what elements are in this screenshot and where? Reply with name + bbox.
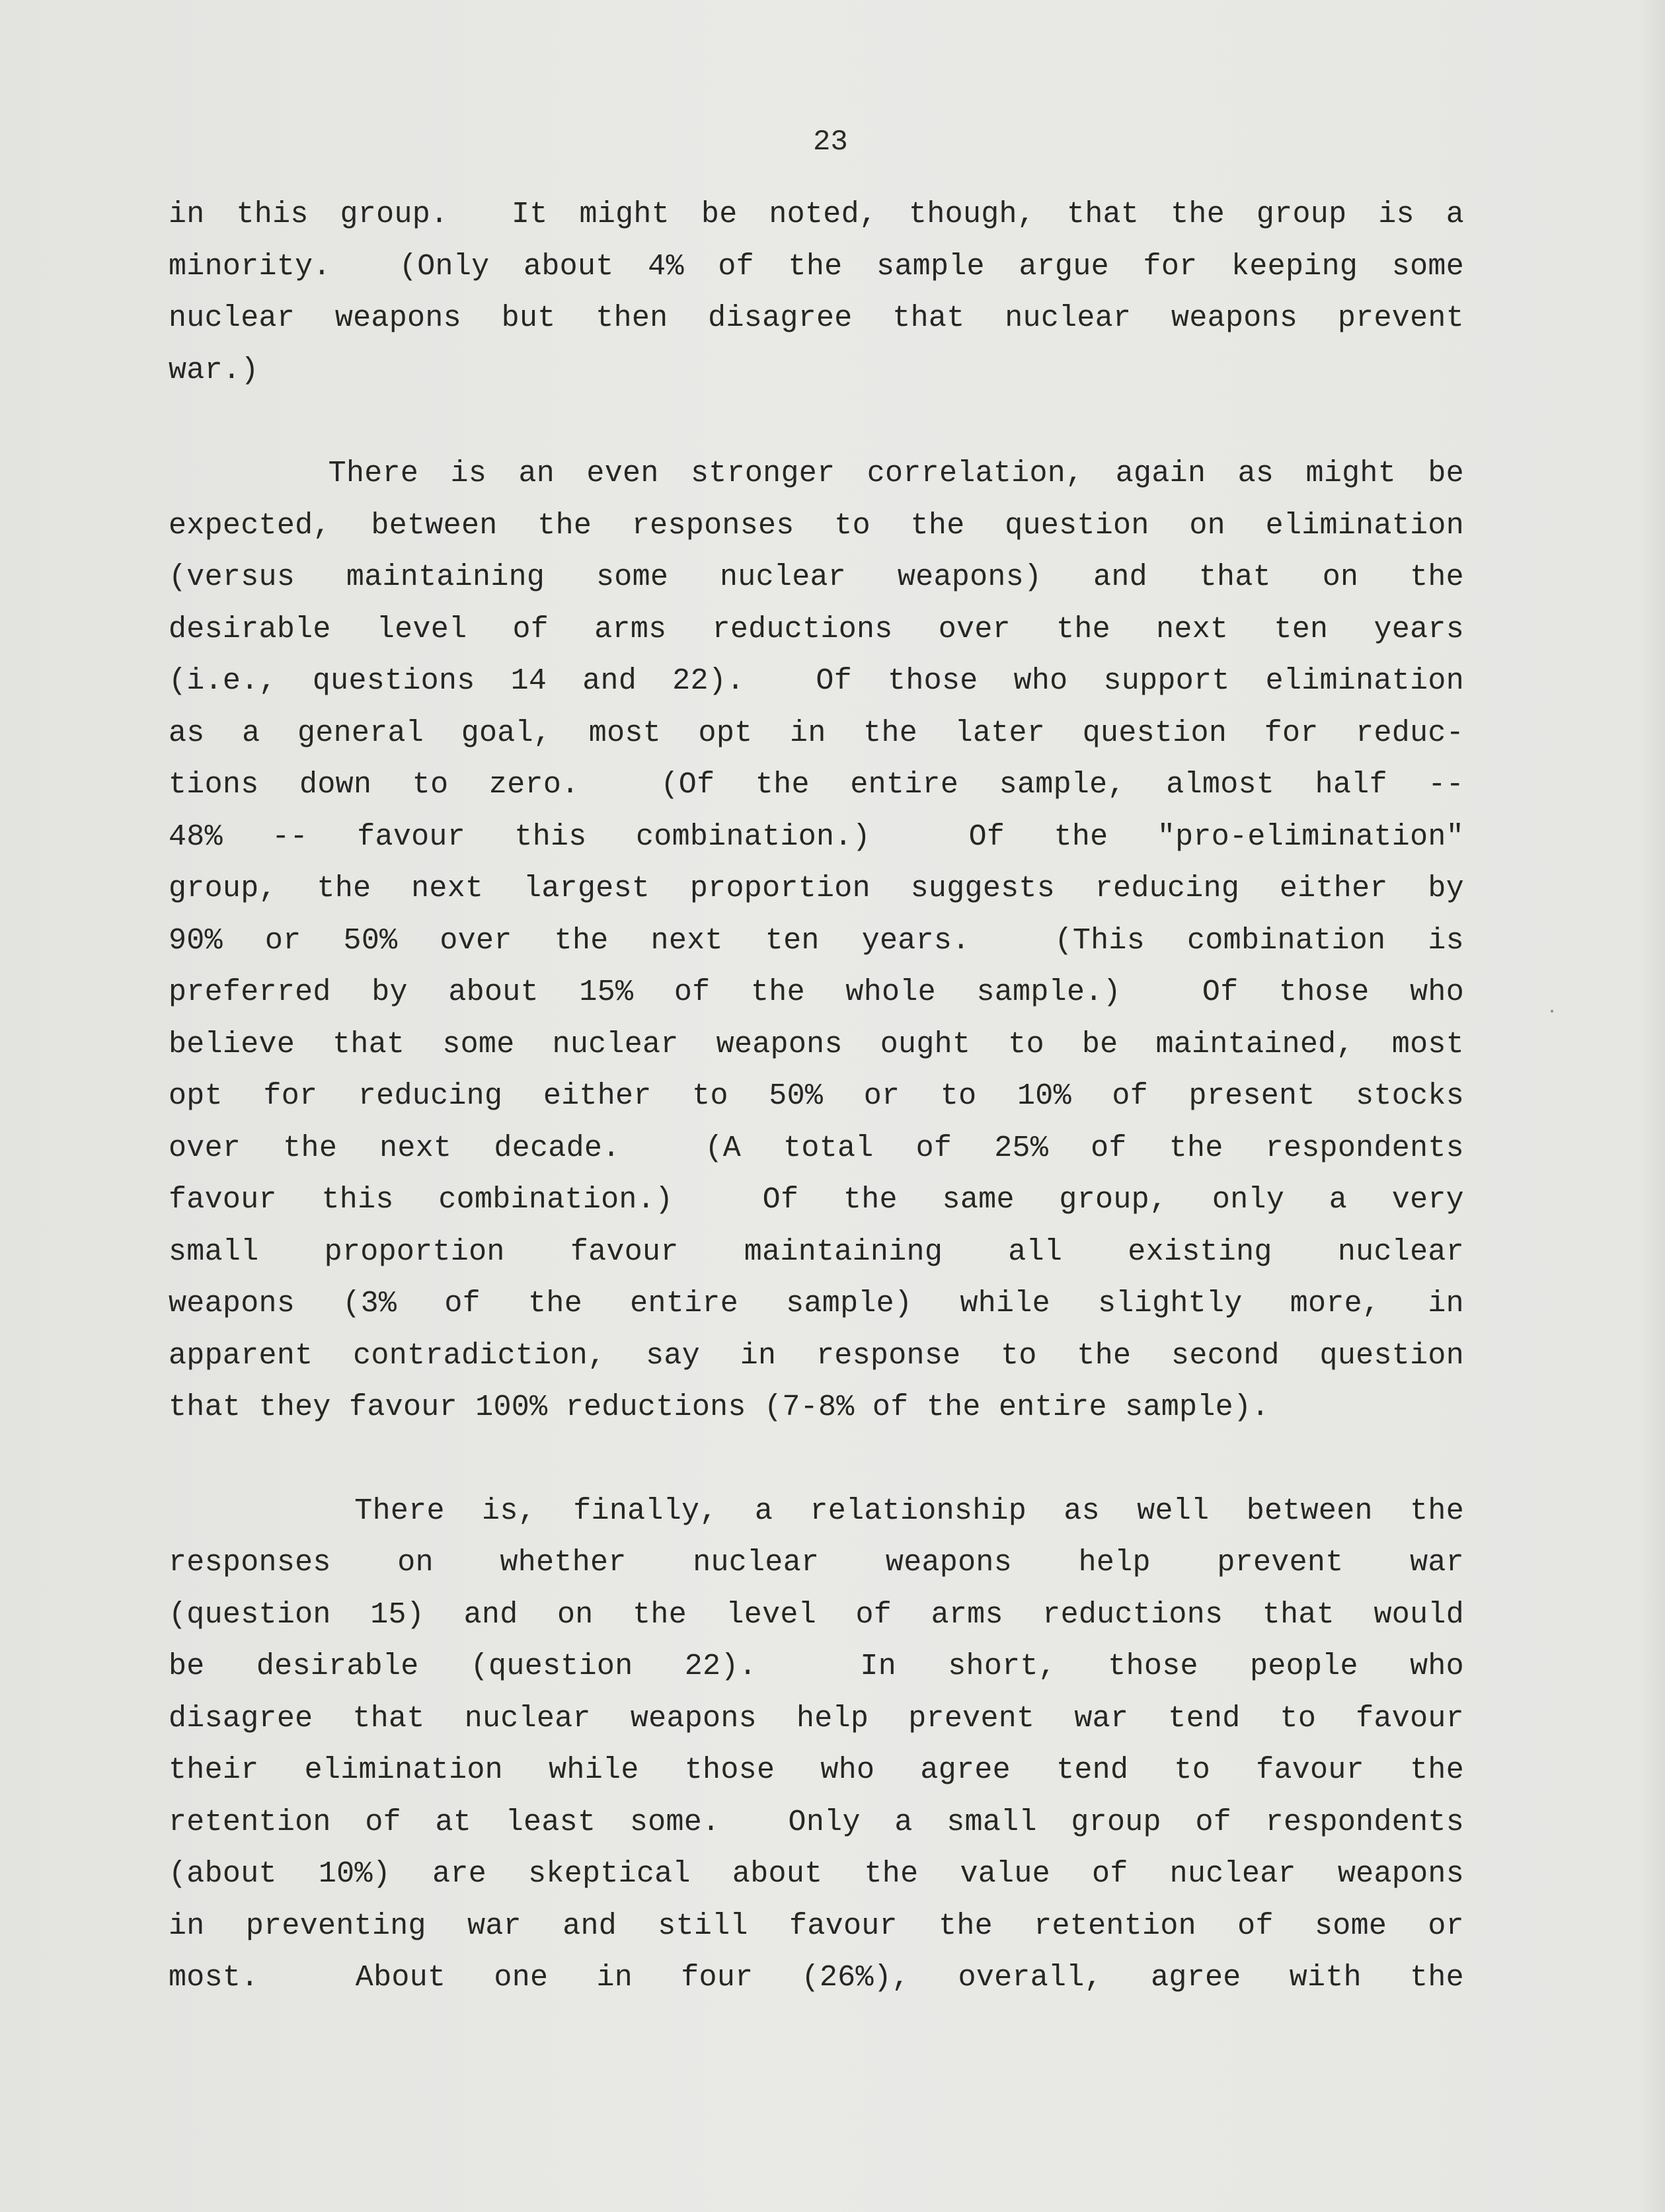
text-line: be desirable (question 22). In short, those people who [169,1650,1464,1683]
text-line: responses on whether nuclear weapons help prevent war [169,1546,1464,1580]
text-line: desirable level of arms reductions over the next ten years [169,612,1464,646]
text-line: (about 10%) are skeptical about the value of nuclear weapons [169,1857,1464,1891]
text-line: their elimination while those who agree tend to favour the [169,1753,1464,1787]
page-number: 23 [813,126,848,159]
paragraph-2 [169,448,1464,1434]
text-line: apparent contradiction, say in response to the second question [169,1338,1464,1373]
paragraph-3 [169,1486,1464,2004]
text-line: as a general goal, most opt in the later question for reduc- [169,716,1464,750]
paragraph-1 [169,189,1464,397]
text-line: weapons (3% of the entire sample) while slightly more, in [169,1287,1464,1320]
text-line: war.) [169,353,259,387]
text-line: in preventing war and still favour the retention of some or [169,1909,1464,1943]
scan-speck [1551,1010,1553,1012]
body-text [169,189,1464,2056]
page-edge-shadow [1639,0,1665,2212]
text-line: There is an even stronger correlation, again as might be [169,457,1464,490]
text-line: (i.e., questions 14 and 22). Of those who support elimination [169,664,1464,698]
text-line: tions down to zero. (Of the entire sample, almost half -- [169,768,1464,802]
text-line: in this group. It might be noted, though, that the group is a [169,198,1464,231]
text-line: group, the next largest proportion suggests reducing either by [169,872,1464,905]
text-line: disagree that nuclear weapons help prevent war tend to favour [169,1701,1464,1735]
text-line: retention of at least some. Only a small group of respondents [169,1805,1464,1839]
text-line: (question 15) and on the level of arms reductions that would [169,1597,1464,1632]
text-line: favour this combination.) Of the same group, only a very [169,1183,1464,1217]
text-line: There is, finally, a relationship as well between the [169,1494,1464,1528]
text-line: (versus maintaining some nuclear weapons) and that on the [169,560,1464,594]
text-line: opt for reducing either to 50% or to 10% of present stocks [169,1079,1464,1113]
text-line: that they favour 100% reductions (7-8% of the entire sample). [169,1391,1270,1424]
text-line: minority. (Only about 4% of the sample argue for keeping some [169,249,1464,284]
text-line: preferred by about 15% of the whole sample.) Of those who [169,975,1464,1009]
text-line: nuclear weapons but then disagree that nuclear weapons prevent [169,301,1464,335]
text-line: 48% -- favour this combination.) Of the "pro-elimination" [169,820,1464,854]
text-line: expected, between the responses to the question on elimination [169,508,1464,543]
text-line: over the next decade. (A total of 25% of the respondents [169,1131,1464,1165]
text-line: 90% or 50% over the next ten years. (This combination is [169,923,1464,958]
text-line: believe that some nuclear weapons ought to be maintained, most [169,1027,1464,1061]
text-line: most. About one in four (26%), overall, agree with the [169,1961,1464,1995]
text-line: small proportion favour maintaining all existing nuclear [169,1235,1464,1269]
